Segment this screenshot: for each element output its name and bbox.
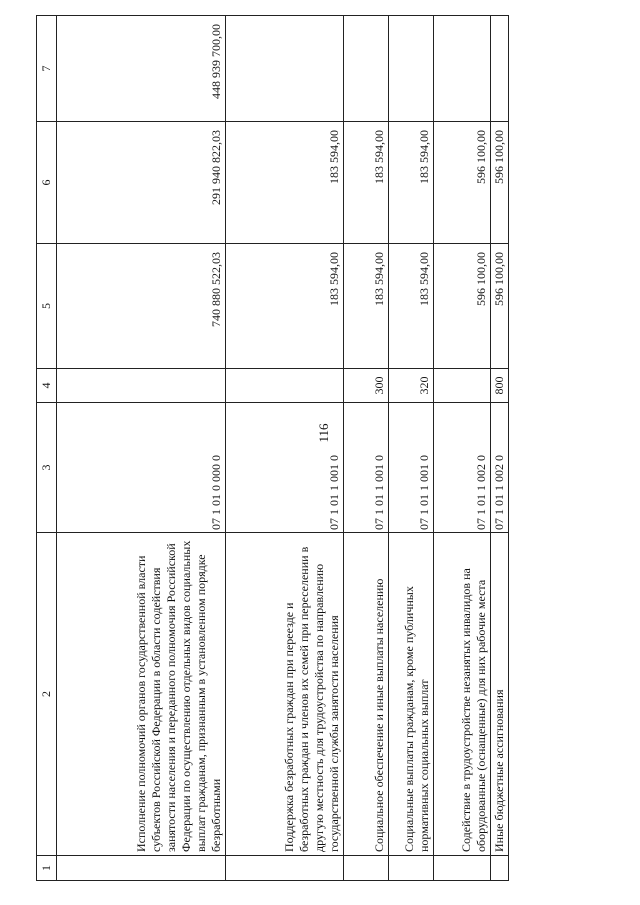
table-row	[434, 16, 491, 881]
row-index-cell	[491, 856, 509, 881]
row-name: Содействие в трудоустройстве незанятых инвалидов на оборудованные (оснащенные) для них рабочие места	[434, 533, 491, 856]
row-value-col5: 740 880 522,03	[57, 244, 226, 369]
column-header-2: 2	[37, 533, 57, 856]
row-value-col7	[389, 16, 434, 122]
row-value-col5: 596 100,00	[434, 244, 491, 369]
column-header-1: 1	[37, 856, 57, 881]
row-value-col6: 183 594,00	[389, 122, 434, 244]
row-code: 07 1 01 1 001 0	[226, 403, 344, 533]
row-index-cell	[344, 856, 389, 881]
budget-table-scan	[36, 16, 522, 881]
row-value-col5: 183 594,00	[226, 244, 344, 369]
column-header-4: 4	[37, 369, 57, 403]
row-expense-type	[57, 369, 226, 403]
row-value-col6: 291 940 822,03	[57, 122, 226, 244]
row-code: 07 1 01 1 002 0	[491, 403, 509, 533]
column-number-header-row	[37, 16, 57, 881]
table-row	[491, 16, 509, 881]
row-expense-type: 300	[344, 369, 389, 403]
budget-table	[36, 15, 509, 881]
row-value-col7: 448 939 700,00	[57, 16, 226, 122]
row-index-cell	[226, 856, 344, 881]
row-value-col5: 183 594,00	[344, 244, 389, 369]
column-header-7: 7	[37, 16, 57, 122]
table-row	[57, 16, 226, 881]
row-value-col5: 596 100,00	[491, 244, 509, 369]
table-row	[226, 16, 344, 881]
row-value-col6: 596 100,00	[434, 122, 491, 244]
row-name: Социальные выплаты гражданам, кроме публичных нормативных социальных выплат	[389, 533, 434, 856]
page-number: 116	[316, 423, 331, 443]
row-name: Иные бюджетные ассигнования	[491, 533, 509, 856]
column-header-6: 6	[37, 122, 57, 244]
row-expense-type	[226, 369, 344, 403]
row-expense-type	[434, 369, 491, 403]
row-expense-type: 320	[389, 369, 434, 403]
row-expense-type: 800	[491, 369, 509, 403]
row-code: 07 1 01 1 001 0	[389, 403, 434, 533]
row-value-col7	[344, 16, 389, 122]
row-value-col7	[226, 16, 344, 122]
row-value-col7	[491, 16, 509, 122]
rotated-table-container	[36, 16, 522, 881]
row-index-cell	[434, 856, 491, 881]
row-value-col7	[434, 16, 491, 122]
row-code: 07 1 01 0 000 0	[57, 403, 226, 533]
table-row	[389, 16, 434, 881]
row-index-cell	[57, 856, 226, 881]
row-value-col6: 596 100,00	[491, 122, 509, 244]
row-value-col5: 183 594,00	[389, 244, 434, 369]
column-header-3: 3	[37, 403, 57, 533]
row-name: Исполнение полномочий органов государственной власти субъектов Российской Федерации в области содействия занятости населения и переданного полномочия Российской Федерации по осуществлению отдельных видов социальных выплат гражданам, признанным в установленном порядке безработными	[57, 533, 226, 856]
row-code: 07 1 01 1 001 0	[344, 403, 389, 533]
row-value-col6: 183 594,00	[344, 122, 389, 244]
row-value-col6: 183 594,00	[226, 122, 344, 244]
table-row	[344, 16, 389, 881]
row-index-cell	[389, 856, 434, 881]
row-name: Поддержка безработных граждан при переезде и безработных граждан и членов их семей при переселении в другую местность для трудоустройства по направлению государственной службы занятости населения	[226, 533, 344, 856]
row-name: Социальное обеспечение и иные выплаты населению	[344, 533, 389, 856]
column-header-5: 5	[37, 244, 57, 369]
row-code: 07 1 01 1 002 0	[434, 403, 491, 533]
